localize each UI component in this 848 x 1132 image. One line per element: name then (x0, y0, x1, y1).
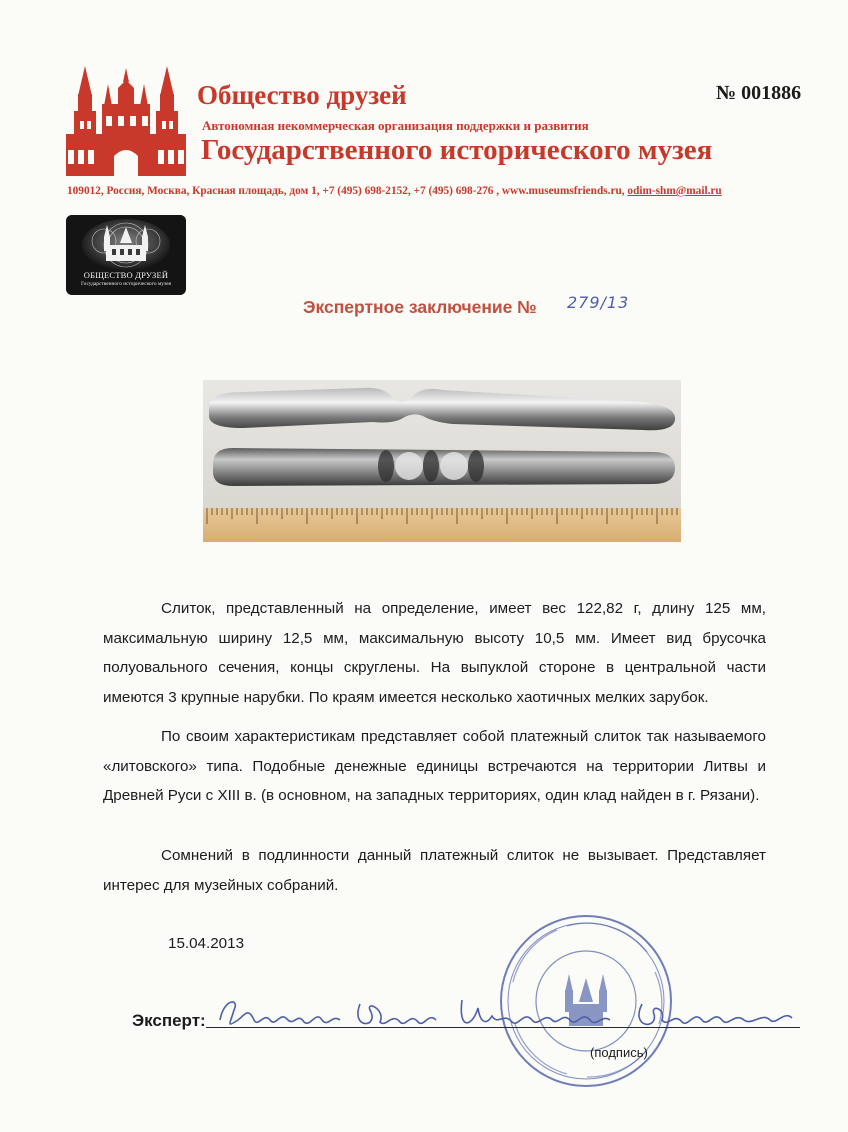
org-title: Общество друзей (197, 80, 407, 110)
email-link[interactable]: odim-shm@mail.ru (627, 185, 722, 197)
handwritten-signature (210, 990, 800, 1040)
signature-caption: (подпись) (590, 1045, 648, 1060)
org-title-museum: Государственного исторического музея (201, 134, 713, 166)
museum-logo (66, 66, 186, 176)
paragraph-conclusion: Сомнений в подлинности данный платежный слиток не вызывает. Представляет интерес для музейных собраний. (103, 847, 766, 894)
paragraph-description: Слиток, представленный на определение, имеет вес 122,82 г, длину 125 мм, максимальную ширину 12,5 мм, максимальную высоту 10,5 мм. Имеет вид брусочка полуовального сечения, концы скруглены. На выпуклой стороне в центральной части имеются 3 крупные нарубки. По краям имеется несколько хаотичных мелких зарубок. (103, 600, 766, 706)
membership-card (66, 215, 186, 295)
card-subtitle: Государственного исторического музея (81, 281, 171, 287)
document-number: № 001886 (716, 82, 802, 104)
document-heading: Экспертное заключение № (303, 297, 537, 317)
card-title: ОБЩЕСТВО ДРУЗЕЙ (83, 270, 169, 280)
handwritten-number: 279/13 (567, 293, 630, 312)
paragraph-attribution: По своим характеристикам представляет собой платежный слиток так называемого «литовского» типа. Подобные денежные единицы встречаются на территории Литвы и Древней Руси с XIII в. (в основном, на западных территориях, один клад найден в г. Рязани). (103, 728, 766, 804)
address-text: 109012, Россия, Москва, Красная площадь, дом 1, +7 (495) 698-2152, +7 (495) 698-276 , www.museumsfriends.ru, (67, 185, 628, 197)
silver-ingot-photo (203, 380, 681, 542)
card-emblem-icon (66, 215, 186, 271)
address-line (67, 185, 722, 197)
expert-label: Эксперт: (132, 1011, 206, 1030)
org-subtitle: Автономная некоммерческая организация поддержки и развития (202, 118, 589, 133)
document-date: 15.04.2013 (168, 935, 245, 952)
